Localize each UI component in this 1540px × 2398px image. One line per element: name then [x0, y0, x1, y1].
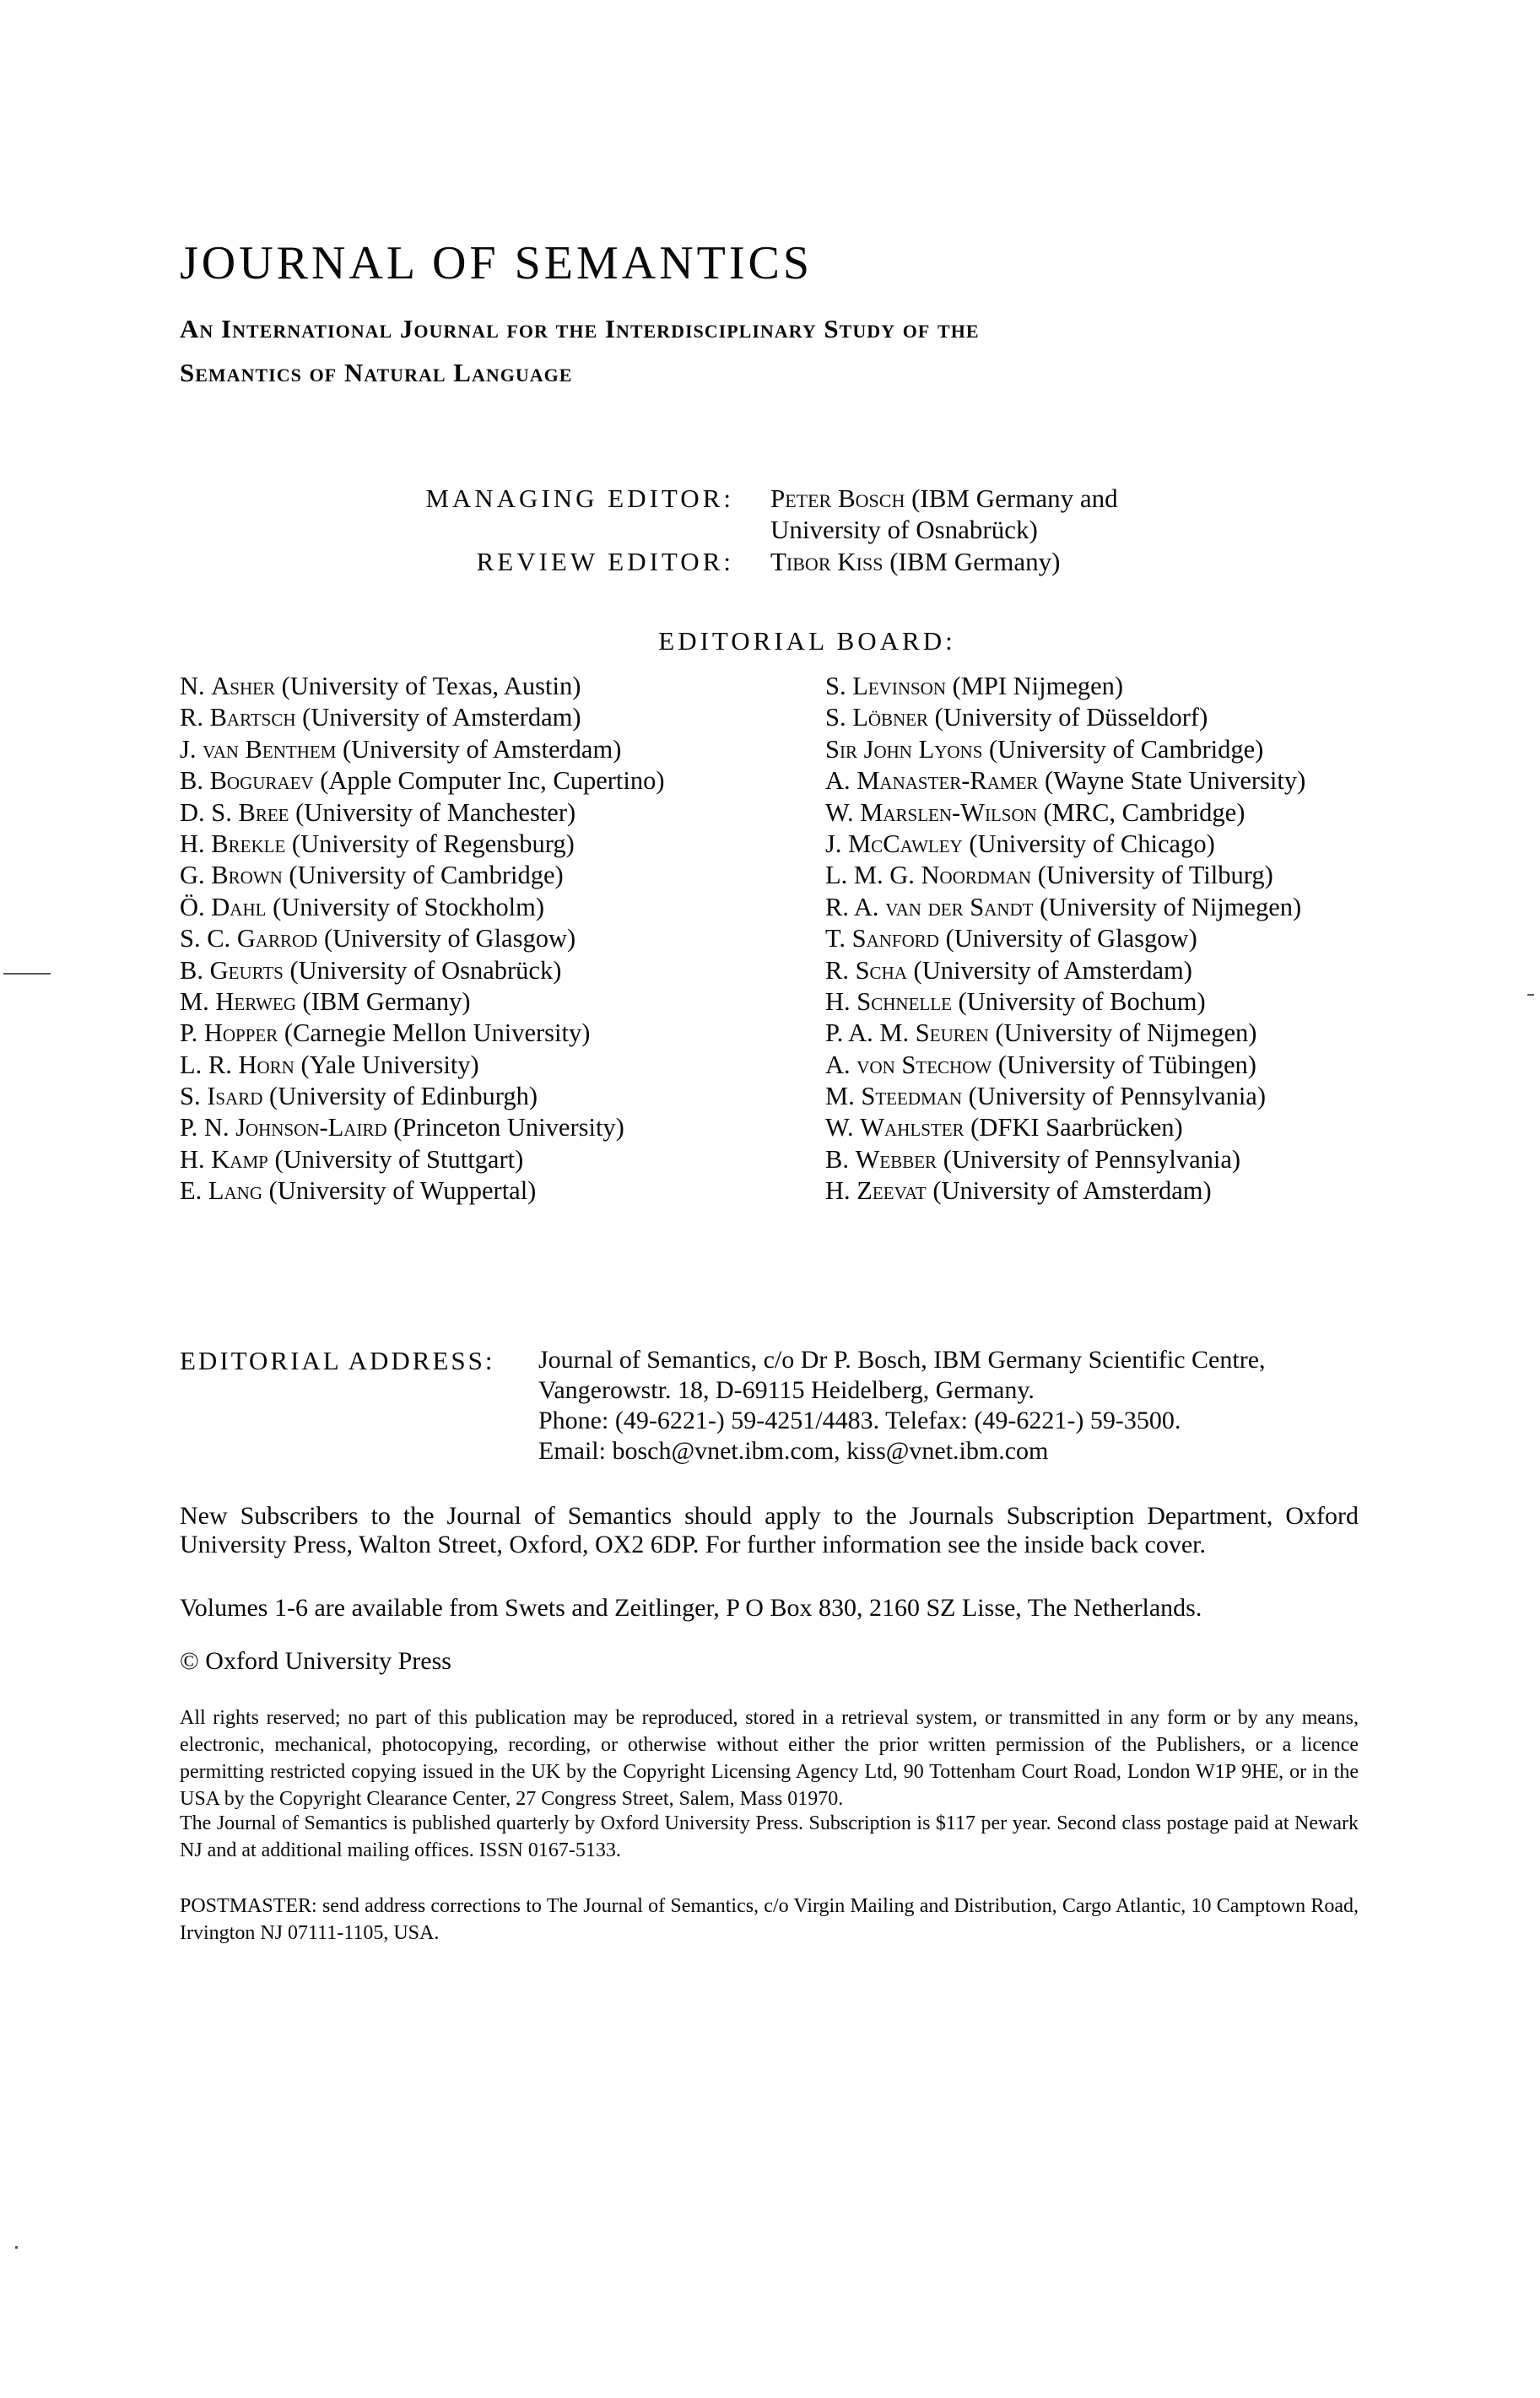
member-initials: J.: [825, 829, 849, 858]
board-member: [825, 829, 1305, 860]
board-member: [180, 1081, 665, 1112]
member-affiliation: (MRC, Cambridge): [1036, 797, 1246, 827]
member-initials: M.: [180, 986, 216, 1016]
member-surname: Sir John Lyons: [825, 734, 983, 764]
member-affiliation: (Carnegie Mellon University): [278, 1018, 591, 1048]
member-affiliation: (University of Tübingen): [992, 1050, 1256, 1079]
member-surname: Bree: [238, 797, 289, 827]
member-affiliation: (University of Amsterdam): [295, 703, 581, 732]
member-affiliation: (University of Stuttgart): [267, 1144, 524, 1174]
member-surname: Steedman: [861, 1082, 962, 1111]
member-surname: Wahlster: [860, 1113, 965, 1142]
member-initials: M.: [825, 1082, 862, 1111]
member-initials: G.: [180, 861, 212, 890]
member-surname: Kamp: [211, 1144, 268, 1174]
board-member: [180, 923, 665, 954]
member-initials: L. R.: [180, 1050, 239, 1079]
journal-title: JOURNAL OF SEMANTICS: [180, 237, 813, 289]
member-affiliation: (University of Nijmegen): [1033, 892, 1302, 921]
member-affiliation: (Princeton University): [386, 1113, 624, 1142]
member-affiliation: (University of Tilburg): [1031, 861, 1273, 890]
member-initials: S.: [825, 703, 853, 732]
member-affiliation: (University of Amsterdam): [926, 1176, 1212, 1206]
rights-paragraph: All rights reserved; no part of this publication may be reproduced, stored in a retrieval system, or transmitted in any form or by any means, electronic, mechanical, photocopying, recording, or otherwise without either the prior written permission of the Publishers, or a licence permitting restricted copying issued in the UK by the Copyright Licensing Agency Ltd, 90 Tottenham Court Road, London W1P 9HE, or in the USA by the Copyright Clearance Center, 27 Congress Street, Salem, Mass 01970.: [180, 1707, 1359, 1810]
member-surname: Noordman: [921, 861, 1032, 890]
address-line-2: Vangerowstr. 18, D-69115 Heidelberg, Germany.: [538, 1376, 1035, 1404]
managing-editor-affiliation-cont: University of Osnabrück): [770, 515, 1038, 544]
member-initials: B.: [180, 766, 210, 796]
member-surname: Lang: [208, 1176, 263, 1206]
member-surname: Schnelle: [856, 986, 952, 1016]
postmaster-paragraph: POSTMASTER: send address corrections to The Journal of Semantics, c/o Virgin Mailing and Distribution, Cargo Atlantic, 10 Camptown Road, Irvington NJ 07111-1105, USA.: [180, 1895, 1359, 1944]
member-initials: T.: [825, 924, 852, 953]
review-editor-affiliation: (IBM Germany): [883, 547, 1061, 576]
member-affiliation: (University of Pennsylvania): [937, 1144, 1241, 1174]
member-initials: S.: [825, 672, 853, 700]
member-surname: Sanford: [851, 924, 939, 953]
board-member: [180, 1175, 665, 1207]
board-member: [825, 1018, 1305, 1049]
review-editor-label: REVIEW EDITOR:: [476, 547, 734, 576]
member-affiliation: (University of Stockholm): [266, 892, 544, 921]
copyright-line: © Oxford University Press: [180, 1647, 451, 1675]
member-surname: van Benthem: [203, 734, 337, 764]
journal-subtitle-line-2: Semantics of Natural Language: [180, 358, 573, 387]
member-surname: Asher: [211, 672, 275, 700]
board-member: [180, 1050, 665, 1081]
board-member: [825, 671, 1305, 702]
member-surname: Garrod: [236, 924, 318, 953]
member-affiliation: (MPI Nijmegen): [946, 672, 1124, 700]
board-member: [825, 765, 1305, 797]
address-line-3: Phone: (49-6221-) 59-4251/4483. Telefax: (49-6221-) 59-3500.: [538, 1407, 1181, 1434]
member-initials: H.: [180, 1144, 212, 1174]
board-member: [180, 1112, 665, 1143]
member-affiliation: (DFKI Saarbrücken): [964, 1113, 1183, 1142]
board-member: [180, 1018, 665, 1049]
board-member: [825, 923, 1305, 954]
member-affiliation: (University of Manchester): [289, 797, 576, 827]
member-surname: Manaster-Ramer: [856, 766, 1039, 796]
member-affiliation: (Yale University): [294, 1050, 479, 1079]
member-affiliation: (University of Pennsylvania): [962, 1082, 1266, 1111]
member-surname: Horn: [238, 1050, 294, 1079]
board-member: [180, 797, 665, 829]
member-affiliation: (University of Chicago): [962, 829, 1215, 858]
member-initials: J.: [180, 734, 203, 764]
member-surname: Seuren: [915, 1018, 989, 1048]
review-editor-name: Tibor Kiss: [770, 547, 883, 576]
board-member: [180, 765, 665, 797]
board-member: [825, 734, 1305, 765]
member-affiliation: (University of Regensburg): [285, 829, 575, 858]
board-member: [825, 1112, 1305, 1143]
volumes-line: Volumes 1-6 are available from Swets and Zeitlinger, P O Box 830, 2160 SZ Lisse, The Netherlands.: [180, 1594, 1202, 1622]
board-member: [180, 829, 665, 860]
member-initials: A.: [825, 1050, 857, 1079]
member-affiliation: (University of Glasgow): [317, 924, 576, 953]
board-member: [825, 860, 1305, 891]
board-member: [825, 702, 1305, 733]
member-surname: Brown: [211, 861, 283, 890]
board-member: [825, 1144, 1305, 1175]
board-member: [180, 955, 665, 986]
managing-editor-name: Peter Bosch: [770, 483, 905, 513]
member-surname: McCawley: [848, 829, 963, 858]
member-initials: S. C.: [180, 924, 237, 953]
member-initials: H.: [180, 829, 212, 858]
member-initials: H.: [825, 1176, 857, 1206]
board-member: [825, 955, 1305, 986]
quarterly-paragraph: The Journal of Semantics is published quarterly by Oxford University Press. Subscription is $117 per year. Second class postage paid at Newark NJ and at additional mailing offices. ISSN 0167-5133.: [180, 1812, 1359, 1861]
member-affiliation: (University of Glasgow): [938, 924, 1197, 953]
member-affiliation: (Apple Computer Inc, Cupertino): [313, 766, 665, 796]
member-affiliation: (IBM Germany): [295, 986, 471, 1016]
member-surname: von Stechow: [856, 1050, 992, 1079]
board-member: [180, 734, 665, 765]
board-member: [180, 702, 665, 733]
member-initials: B.: [825, 1144, 856, 1174]
managing-editor-value: [770, 483, 1118, 514]
address-line-1: Journal of Semantics, c/o Dr P. Bosch, IBM Germany Scientific Centre,: [538, 1346, 1266, 1374]
member-surname: Hopper: [203, 1018, 278, 1048]
review-editor-value: [770, 547, 1061, 577]
editorial-address-label: EDITORIAL ADDRESS:: [180, 1346, 495, 1375]
member-affiliation: (University of Cambridge): [982, 734, 1264, 764]
member-affiliation: (University of Wuppertal): [262, 1176, 537, 1206]
journal-subtitle-line-1: An International Journal for the Interdisciplinary Study of the: [180, 314, 980, 343]
member-initials: S.: [180, 1082, 208, 1111]
member-affiliation: (University of Düsseldorf): [928, 703, 1208, 732]
member-initials: P. N.: [180, 1113, 236, 1142]
board-member: [825, 1050, 1305, 1081]
member-initials: W.: [825, 797, 861, 827]
board-member: [825, 892, 1305, 923]
subscribers-paragraph: New Subscribers to the Journal of Semantics should apply to the Journals Subscription Department, Oxford University Press, Walton Street, Oxford, OX2 6DP. For further information see the inside back cover.: [180, 1502, 1359, 1558]
member-affiliation: (University of Edinburgh): [262, 1082, 538, 1111]
member-surname: Boguraev: [209, 766, 314, 796]
member-surname: Löbner: [852, 703, 929, 732]
member-initials: D. S.: [180, 797, 239, 827]
editorial-board-heading: EDITORIAL BOARD:: [658, 626, 956, 656]
member-affiliation: (University of Osnabrück): [283, 955, 562, 985]
member-initials: N.: [180, 672, 212, 700]
member-surname: Herweg: [215, 986, 296, 1016]
member-initials: L. M. G.: [825, 861, 921, 890]
member-surname: Bartsch: [209, 703, 296, 732]
member-surname: Webber: [855, 1144, 938, 1174]
member-surname: Isard: [207, 1082, 263, 1111]
member-affiliation: (University of Bochum): [951, 986, 1206, 1016]
member-surname: Marslen-Wilson: [860, 797, 1037, 827]
member-initials: R.: [180, 703, 210, 732]
member-surname: Scha: [855, 955, 907, 985]
member-surname: van der Sandt: [885, 892, 1034, 921]
board-member: [825, 1081, 1305, 1112]
member-initials: B.: [180, 955, 210, 985]
scan-mark-right: [1527, 994, 1534, 996]
scan-mark-bottom: [15, 2246, 18, 2249]
member-affiliation: (University of Cambridge): [282, 861, 564, 890]
member-surname: Geurts: [209, 955, 284, 985]
member-affiliation: (University of Amsterdam): [336, 734, 622, 764]
member-initials: Ö.: [180, 892, 212, 921]
member-initials: W.: [825, 1113, 861, 1142]
member-initials: H.: [825, 986, 857, 1016]
board-member: [180, 1144, 665, 1175]
board-member: [825, 986, 1305, 1018]
managing-editor-affiliation: (IBM Germany and: [905, 483, 1118, 513]
member-surname: Zeevat: [856, 1176, 927, 1206]
board-member: [180, 986, 665, 1018]
board-member: [825, 1175, 1305, 1207]
member-initials: P. A. M.: [825, 1018, 916, 1048]
scan-mark-left: [3, 973, 51, 975]
board-member: [825, 797, 1305, 829]
member-affiliation: (University of Nijmegen): [988, 1018, 1257, 1048]
member-surname: Brekle: [211, 829, 286, 858]
member-affiliation: (University of Texas, Austin): [275, 672, 581, 700]
member-initials: R. A.: [825, 892, 886, 921]
board-member: [180, 671, 665, 702]
member-initials: P.: [180, 1018, 204, 1048]
member-surname: Levinson: [852, 672, 947, 700]
member-surname: Johnson-Laird: [235, 1113, 387, 1142]
editorial-board-right-column: [825, 671, 1305, 1207]
board-member: [180, 860, 665, 891]
member-affiliation: (University of Amsterdam): [906, 955, 1192, 985]
member-affiliation: (Wayne State University): [1038, 766, 1306, 796]
member-initials: A.: [825, 766, 857, 796]
member-surname: Dahl: [211, 892, 267, 921]
editorial-board-left-column: [180, 671, 665, 1207]
member-initials: R.: [825, 955, 856, 985]
address-line-4: Email: bosch@vnet.ibm.com, kiss@vnet.ibm.com: [538, 1437, 1049, 1465]
board-member: [180, 892, 665, 923]
member-initials: E.: [180, 1176, 208, 1206]
managing-editor-label: MANAGING EDITOR:: [425, 483, 734, 513]
